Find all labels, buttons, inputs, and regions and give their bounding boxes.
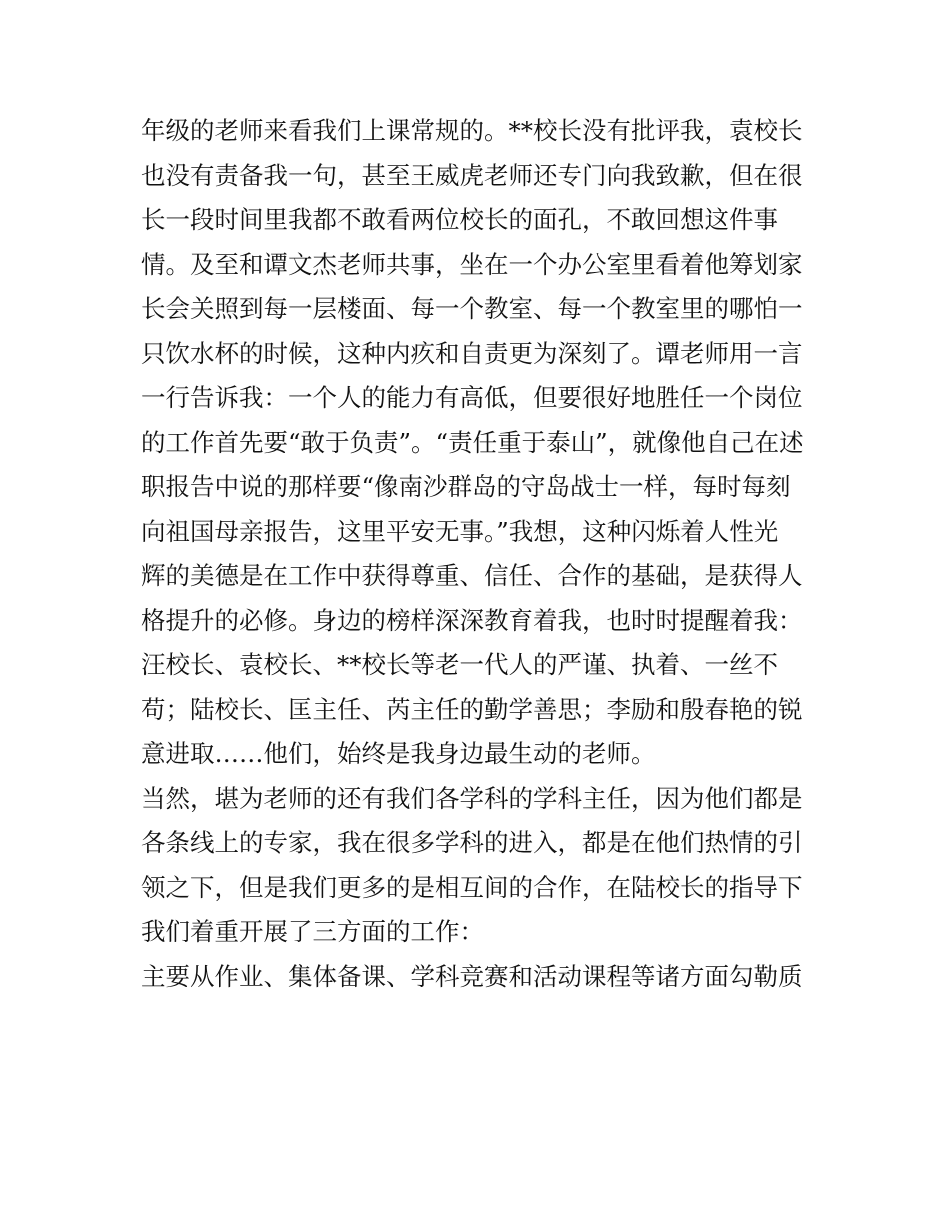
text-line: 一行告诉我：一个人的能力有高低，但要很好地胜任一个岗位 <box>141 383 803 412</box>
document-body <box>141 109 821 999</box>
text-line: 领之下，但是我们更多的是相互间的合作，在陆校长的指导下 <box>141 872 803 902</box>
text-line: 主要从作业、集体备课、学科竞赛和活动课程等诸方面勾勒质 <box>141 961 803 991</box>
text-line: 我们着重开展了三方面的工作： <box>141 917 484 946</box>
text-line: 意进取……他们，始终是我身边最生动的老师。 <box>141 739 656 768</box>
text-line: 长会关照到每一层楼面、每一个教室、每一个教室里的哪怕一 <box>141 294 803 323</box>
text-line: 苟；陆校长、匡主任、芮主任的勤学善思；李励和殷春艳的锐 <box>141 694 803 724</box>
text-line: 的工作首先要“敢于负责”。“责任重于泰山”，就像他自己在述 <box>141 427 804 457</box>
paragraph <box>141 777 821 955</box>
text-line: 情。及至和谭文杰老师共事，坐在一个办公室里看着他筹划家 <box>141 249 803 279</box>
text-line: 年级的老师来看我们上课常规的。**校长没有批评我，袁校长 <box>141 116 803 145</box>
text-line: 汪校长、袁校长、**校长等老一代人的严谨、执着、一丝不 <box>141 650 778 679</box>
text-line: 只饮水杯的时候，这种内疚和自责更为深刻了。谭老师用一言 <box>141 338 803 368</box>
paragraph <box>141 955 821 1000</box>
text-line: 向祖国母亲报告，这里平安无事。”我想，这种闪烁着人性光 <box>141 516 779 546</box>
text-line: 也没有责备我一句，甚至王威虎老师还专门向我致歉，但在很 <box>141 160 803 190</box>
text-line: 格提升的必修。身边的榜样深深教育着我，也时时提醒着我： <box>141 605 803 635</box>
paragraph <box>141 109 821 777</box>
text-line: 当然，堪为老师的还有我们各学科的学科主任，因为他们都是 <box>141 783 803 813</box>
text-line: 各条线上的专家，我在很多学科的进入，都是在他们热情的引 <box>141 828 803 857</box>
text-line: 职报告中说的那样要“像南沙群岛的守岛战士一样，每时每刻 <box>141 472 791 501</box>
text-line: 辉的美德是在工作中获得尊重、信任、合作的基础，是获得人 <box>141 561 803 590</box>
text-line: 长一段时间里我都不敢看两位校长的面孔，不敢回想这件事 <box>141 205 778 234</box>
